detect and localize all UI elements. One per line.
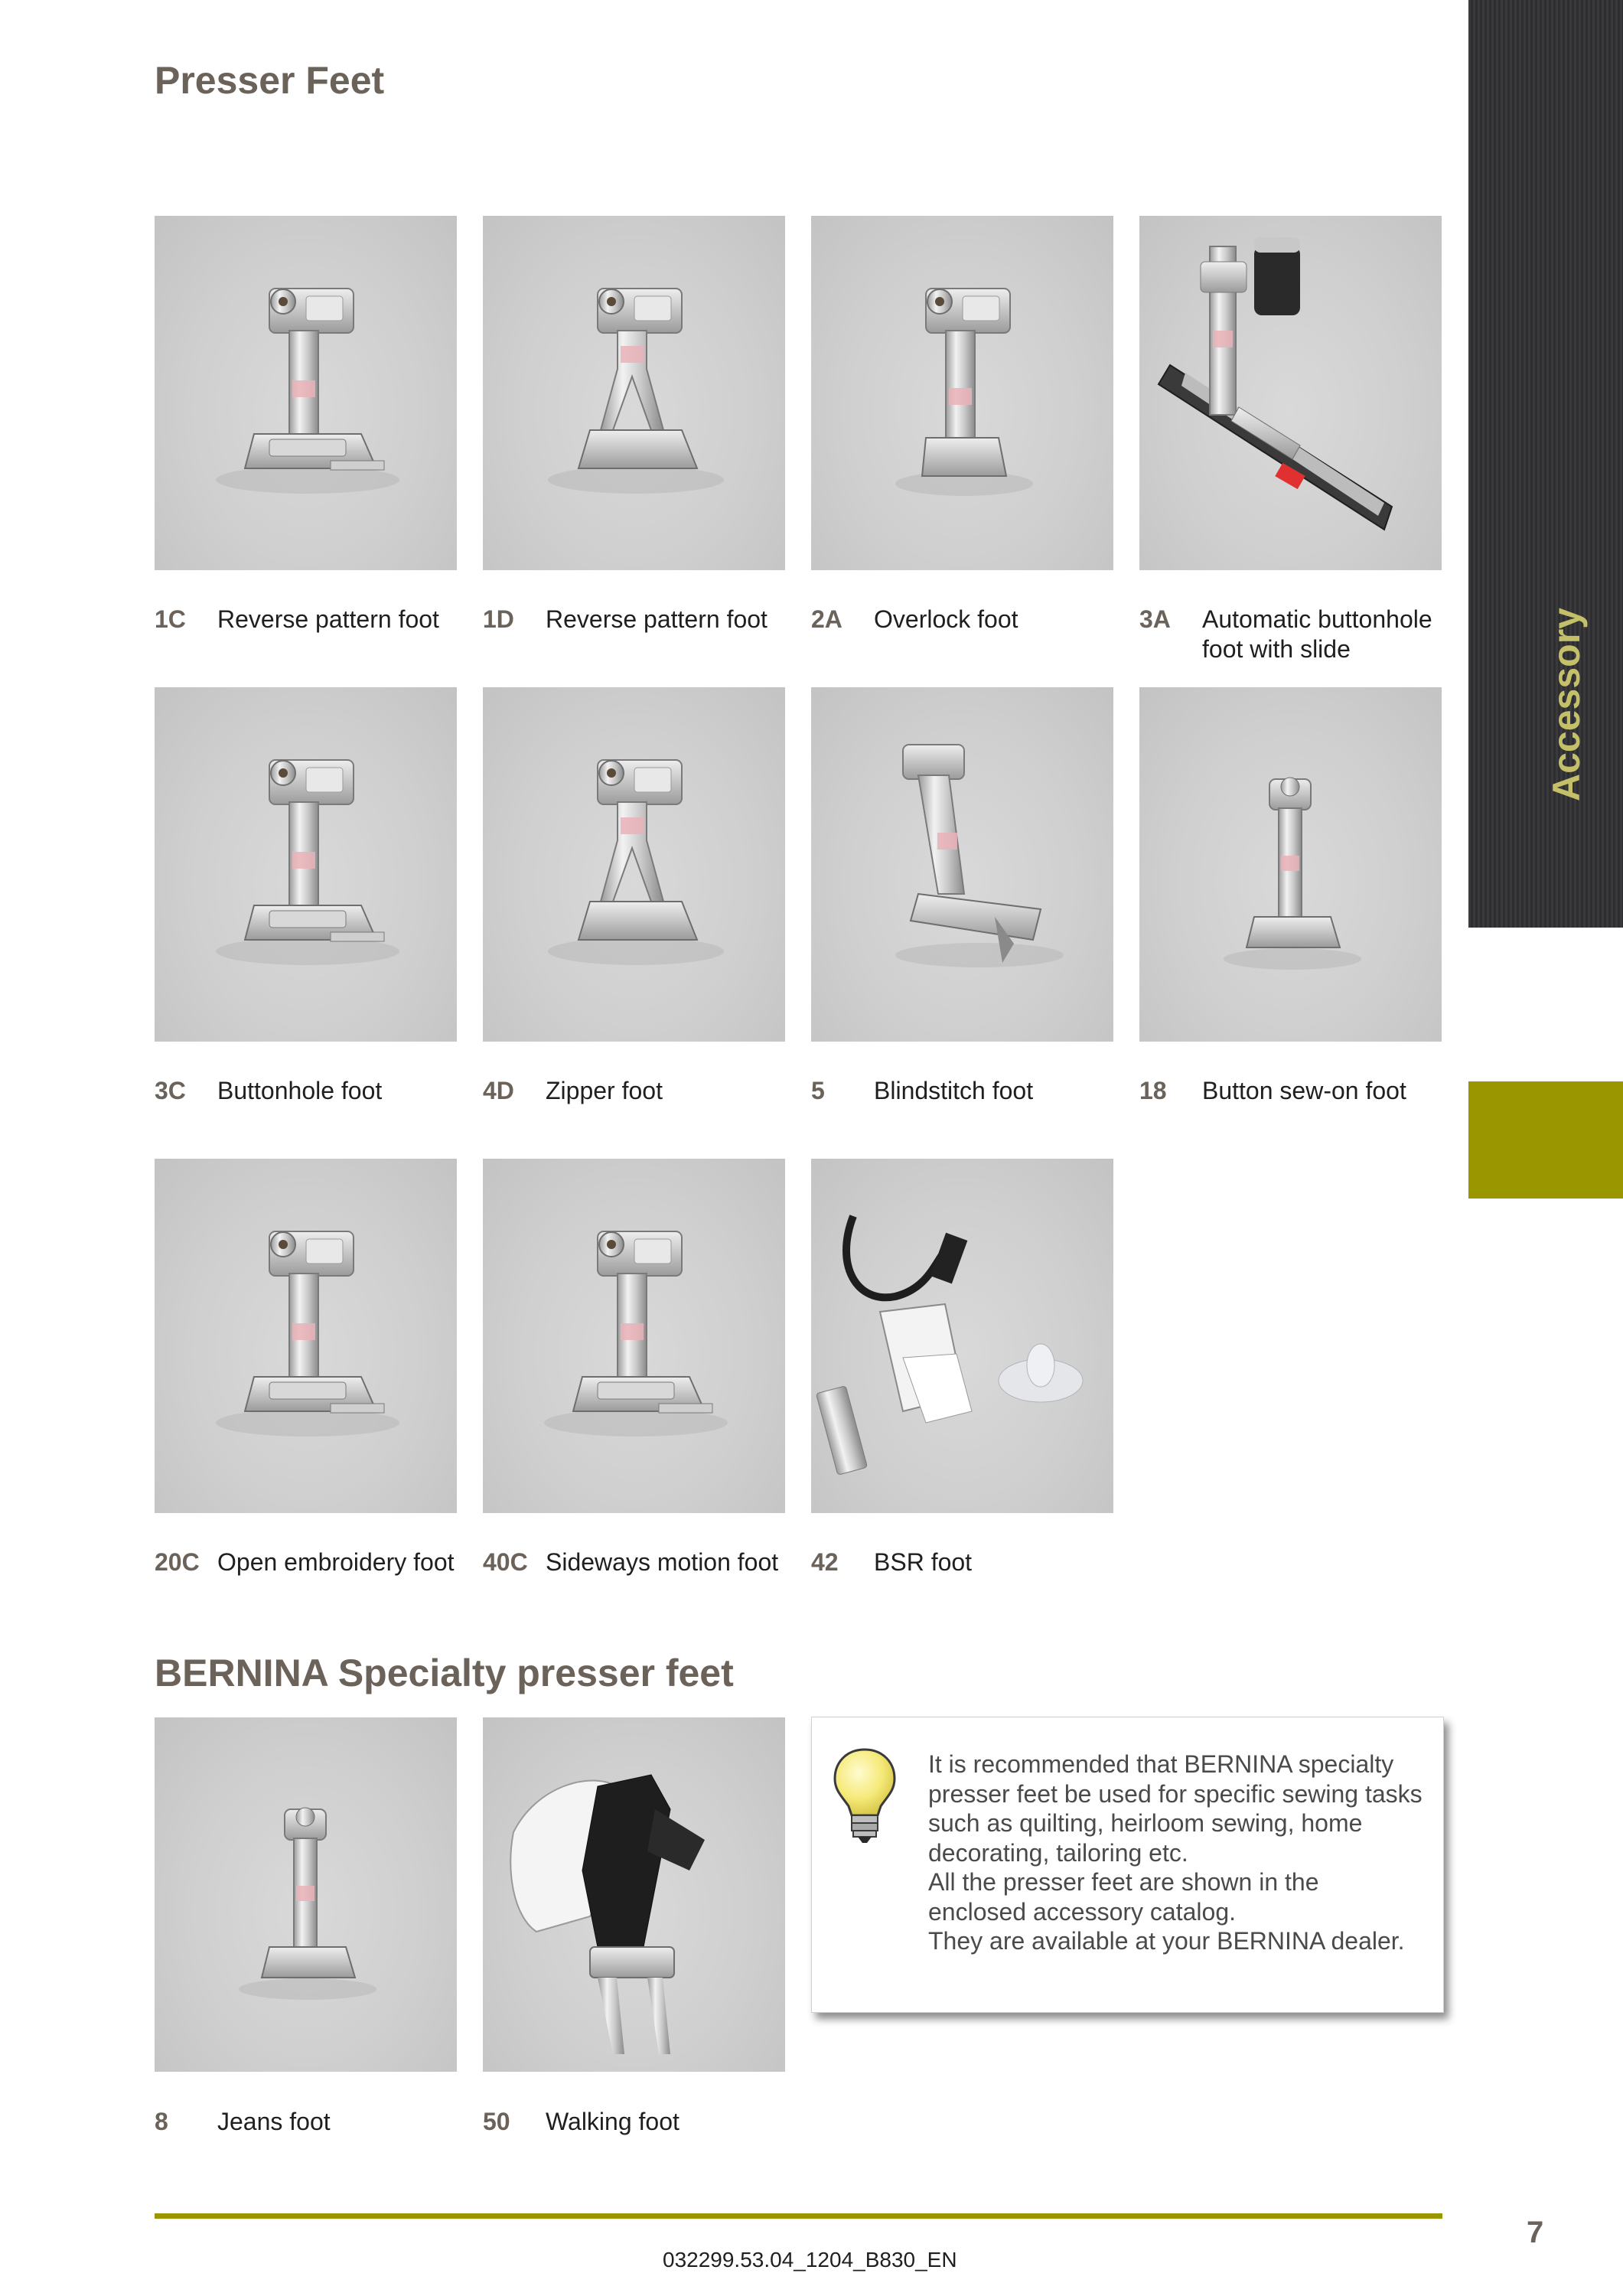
page-number: 7 [1527,2216,1544,2249]
document-code: 032299.53.04_1204_B830_EN [663,2248,957,2272]
lightbulb-icon [832,1746,898,1846]
note-line: It is recommended that BERNINA specialty [928,1750,1394,1778]
foot-photo-40c [483,1159,785,1513]
foot-photo-4d [483,687,785,1042]
foot-photo-20c [155,1159,457,1513]
foot-photo-1d [483,216,785,570]
side-tab-label: Accessory [1545,608,1588,801]
note-line: They are available at your BERNINA dealer. [928,1927,1405,1955]
foot-photo-3c [155,687,457,1042]
footer-rule [155,2213,1442,2219]
note-line: decorating, tailoring etc. [928,1838,1188,1867]
foot-photo-2a [811,216,1113,570]
note-line: presser feet be used for specific sewing tasks [928,1779,1423,1808]
note-line: such as quilting, heirloom sewing, home [928,1809,1363,1837]
olive-index-tab [1468,1081,1623,1199]
note-box [811,1717,1444,2013]
foot-photo-42 [811,1159,1113,1513]
page-title: Presser Feet [155,59,385,102]
foot-photo-3a [1139,216,1442,570]
note-line: All the presser feet are shown in the [928,1868,1319,1896]
foot-photo-18 [1139,687,1442,1042]
foot-photo-1c [155,216,457,570]
foot-photo-50 [483,1717,785,2072]
specialty-section-title: BERNINA Specialty presser feet [155,1652,734,1694]
note-line: enclosed accessory catalog. [928,1897,1236,1926]
foot-photo-5 [811,687,1113,1042]
foot-photo-8 [155,1717,457,2072]
note-text [928,1750,1426,1956]
